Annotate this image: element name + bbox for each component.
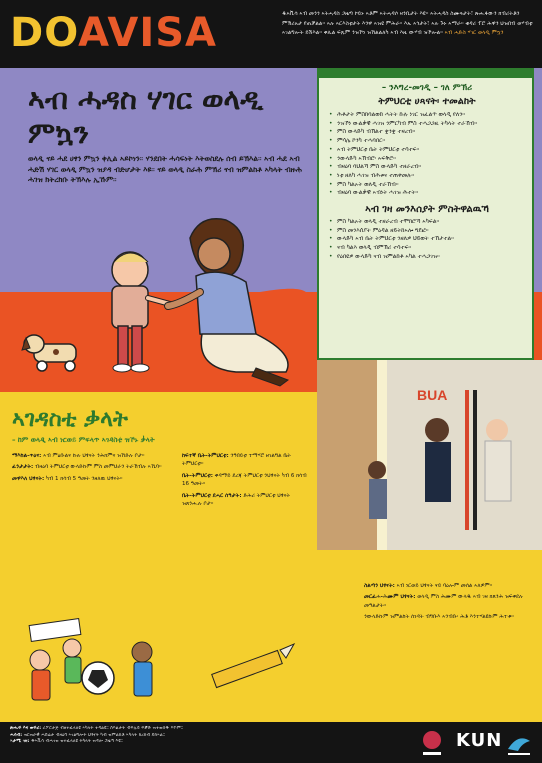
- advice-list-2: [329, 218, 525, 262]
- footer-credits: [10, 726, 410, 746]
- list-item: • ምስ መንእሰያት ምዕዳል ዘይትከኣሎ ግደፎ።: [329, 227, 525, 236]
- glossary-term: መዋእለ ህፃናት:: [12, 475, 45, 482]
- glossary-entry: [364, 582, 534, 590]
- footer-text-3: ዱኣቪሳ ብሓገዝ ዝተፈላለዩ ትካላት ዝዳሎ ጋዜጣ እዩ።: [30, 739, 123, 745]
- footer-text-2: ዝርዝራዊ ሓበሬታ ብዛዕባ ኣገልግሎት ህፃናት ካብ ዝምልከቶ ኣካላት ክረከብ ይከኣል።: [23, 732, 166, 738]
- advice-box: [317, 68, 534, 360]
- list-item: • ብዛዕባ ውልቃዊ ኣብነት ሓገዝ ሕተት።: [329, 189, 525, 198]
- family-photo: [317, 360, 542, 550]
- parent-figure: [168, 219, 288, 386]
- glossary-subtitle: – ከም ወላዲ ኣብ ነርወይ ምፍላጥ ኣገዳስቲ ዝኾኑ ቃላት: [12, 436, 155, 444]
- footer-text-1: ሪፖርታጅ ብዘተፈላለዩ ኣካላት ተዳልዩ። ስእልታት ብፍሉይ ፍቓድ ዝተወሰዱ እዮም።: [42, 726, 184, 731]
- glossary-entry: [182, 452, 310, 469]
- header-bar: [0, 0, 542, 68]
- glossary-definition: ኣብ ምዕቡልና ኩሉ ህፃናት ንሕክምና ዝኸድሉ ቦታ።: [43, 453, 145, 459]
- list-item: • ኣብ ትምህርቲ ቤት ትምህርቲ ተሳተፍ።: [329, 146, 525, 155]
- list-item: • ምሳሌ ኮንካ ተሓባበር።: [329, 137, 525, 146]
- list-item: • ምስ ውላድካ ብኽልተ ቋንቋ ተዛረብ።: [329, 128, 525, 137]
- glossary-definition: ንዓበይቲ ተማሃሮ ዘገልግል ቤት ትምህርቲ።: [182, 453, 291, 468]
- list-item: • ምስ ካልኦት ወላዲ ተዘራረብ ተሞክሮኻ ኣካፍል።: [329, 218, 525, 227]
- footer-label-3: ኣታሚ ገዛ:: [10, 739, 30, 745]
- toy-dog-icon: [22, 335, 76, 371]
- advice-list-1: [329, 111, 525, 198]
- child-figure: [112, 252, 170, 372]
- advice-box-content: [329, 82, 525, 262]
- glossary-note: ንውላድኩም ዝምልከት ሰነዳት ብግቡእ ኣንብቡ፡ ሕቶ እንተሃልዩኩም ሕተቱ።: [364, 614, 514, 621]
- glossary-definition: ወላዲ ምስ ሕሙም ውላዱ ኣብ ገዛ ክጸንሕ ዝፍቀደሉ መዓልታት።: [364, 594, 523, 609]
- glossary-definition: ብዛዕባ ትምህርቲ ውላድኩም ምስ መምህራን ትራኸብሉ ኣኼባ።: [34, 464, 162, 471]
- glossary-entry: [12, 463, 172, 471]
- glossary-definition: ድሕሪ ትምህርቲ ህፃናት ዝጸንሑሉ ቦታ።: [182, 492, 291, 508]
- advice-section-title: – ንእግረ-መገዲ – ገለ ምኽሪ: [381, 83, 473, 93]
- glossary-term: ማእከል-ጥዕና:: [12, 453, 42, 459]
- kun-logo: KUN: [456, 730, 503, 751]
- glossary-entry: [182, 492, 310, 509]
- header-body: ዱኣቪሳ ኣብ መንጎ ኣትሓዳስ ጋዜጣ ኮይኑ ኣቶም ኣትሓዳሶ ዛንቢታት እዩ። ኣትሓዳስ ስሙጓታት፣ ጽሑፋውን ክብሪትቶን ምኽሪአታ የጠቓልል። ኣሉ ኣርእስቲታት እንዋ ኣዝዩ ምሕራ። እኡ ኣጎታት፣ ኣሉ ጉኑ ኣማራ። ቁዳሪ ፕሮ ሕዋን ህዝበብ ወሃብቲ ኣገልግሎት ይሽእል። ቀሊል ፍጹም ንዝኾነ ዝኸልልለካ ኣብ እዚ ውሃብ ዝኾሎል።: [282, 11, 533, 37]
- list-item: • ብዛዕባ ባህልኻ ምስ ውላድካ ተዘራረብ።: [329, 163, 525, 172]
- family-skiing-photo: [317, 360, 542, 550]
- list-item: • ምስ ካልኦት ወለዲ ተራኸብ።: [329, 181, 525, 190]
- logo-do: DO: [10, 10, 79, 56]
- glossary-definition: ቀዳማይ ደረጃ ትምህርቲ ንህፃናት ካብ 6 ክሳብ 16 ዓመት።: [182, 472, 307, 488]
- hero-title: ኣብ ሓዳስ ሃገር ወላዲ ምኳን: [28, 82, 264, 150]
- glossary-entry: [12, 475, 172, 483]
- advice-subtitle-1: ትምህርቲ ሀጻናት፡ ተመልከት: [378, 96, 476, 107]
- glossary-term: ፈንታታት:: [12, 464, 34, 471]
- doavisa-logo: [10, 8, 217, 58]
- glossary-column-1: [12, 452, 172, 486]
- children-playing-illustration: [10, 612, 170, 720]
- list-item: • ንውላድካ ኣኽብሮ፡ ኣፍቅሮ።: [329, 155, 525, 164]
- list-item: • ውላድካ ኣብ ቤት ትምህርቲ ንዘለዎ ህይወት ተኸታተል።: [329, 235, 525, 244]
- list-item: • ሕቶታት ምስክባልወከ ሓትት ኩሉ ነገር ዝፈልጥ ወላዲ የለን።: [329, 111, 525, 120]
- list-item: • ነቲ ዘለካ ሓገዝ ብሕቱና ተጠቀመሉ።: [329, 172, 525, 181]
- store-sign: BUA: [417, 387, 448, 403]
- glossary-entry: [12, 452, 172, 460]
- partner-bird-logo-icon: [504, 729, 534, 759]
- partner-logo-icon: [418, 728, 446, 758]
- header-highlight: ኣብ ሓድስ ሃገር ወላዲ ምኳን: [444, 30, 504, 37]
- list-item: • ንዝኾነ ውልቃዊ ሓገዝ ንምርካብ ምስ ተሓጋጋዚ ትካላት ተራኸብ።: [329, 120, 525, 129]
- footer-bar: [0, 722, 542, 763]
- glossary-definition: ኣብ ነርወይ ህፃናት ናይ ባዕሎም መሰል ኣለዎም።: [396, 583, 493, 589]
- glossary-entry: [182, 472, 310, 489]
- glossary-term: መርፈሐ-ሕሙም ህፃናት:: [364, 594, 416, 601]
- advice-subtitle-2: ኣብ ገዛ መንእሰያት ምስትዋልዉኻ: [365, 204, 489, 216]
- list-item: • ናብ ካልእ ወላዲ ብምኽሪ ተሳተፍ።: [329, 244, 525, 253]
- footer-label-1: ጽሑፍ እና ወፍሪ:: [10, 726, 42, 731]
- hero-intro: ወላዲ ናይ ሓደ ሀፃን ምኳን ቀሊል ኣይኮነን። ሃንደበት ሓሳፍነት እትወስደሉ ሰብ ይኽእል። ኣብ ሓደ ኣብ ሓድሽ ሃገር ወላዲ ምኳን ዝያዳ ብድሆታት እዩ። ናይ ወላዲ ስራሕ ምኽሪ ናብ ዝምልከቶ ኣካላት ብዙሕ ሓገዝ ክትረክቡ ትኽእሉ ኢኹም።: [28, 154, 302, 184]
- advice-box-header: [319, 68, 532, 78]
- glossary-title: ኣገዳስቲ ቃላት: [12, 406, 128, 432]
- glossary-term: ስልጣን ህፃናት:: [364, 583, 395, 589]
- footer-label-2: ሓሳብ:: [10, 732, 23, 738]
- glossary-column-3: [364, 582, 534, 625]
- glossary-term: ቤት-ትምህርቲ:: [182, 472, 213, 479]
- glossary-entry: [364, 593, 534, 610]
- glossary-column-2: [182, 452, 310, 511]
- parent-child-illustration: [20, 158, 310, 398]
- logo-avisa: AVISA: [78, 10, 217, 56]
- glossary-term: ከፍተኛ ቤት-ትምህርቲ:: [182, 453, 229, 459]
- pencil-illustration: [182, 622, 310, 718]
- header-description: [282, 10, 536, 39]
- glossary-term: ቤት-ትምህርቲ ደሓር ሰዓታት:: [182, 492, 242, 499]
- list-item: • የዕበዩዎ ውላድካ ናብ ዝምልከቶ ኣካል ተሓጋገዝ።: [329, 253, 525, 262]
- glossary-definition: ካብ 1 ክሳብ 5 ዓመት ንዘለዉ ህፃናት።: [45, 475, 123, 482]
